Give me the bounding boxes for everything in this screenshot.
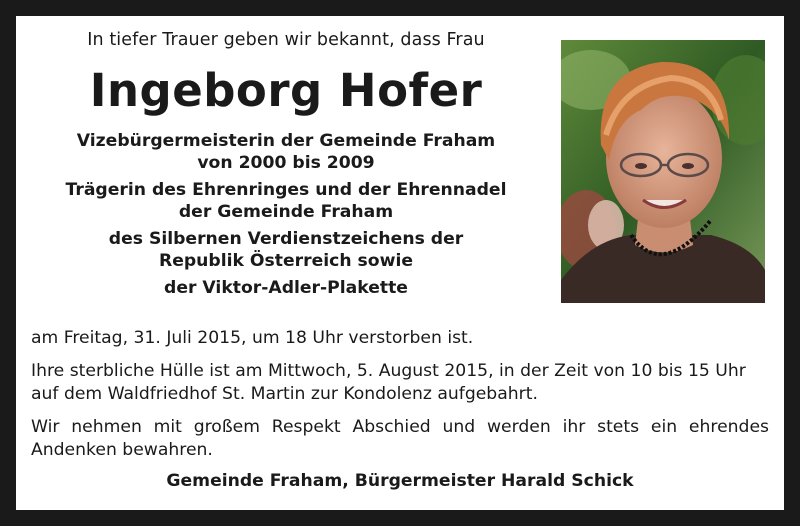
role-merit-badge — [16, 228, 556, 272]
role-plaque — [16, 277, 556, 299]
role-line: der Gemeinde Fraham — [178, 202, 394, 222]
intro-text: In tiefer Trauer geben wir bekannt, dass Frau — [87, 30, 485, 50]
farewell-paragraph — [31, 416, 769, 461]
farewell-line-1: Wir nehmen mit großem Respekt Abschied und werden ihr stets ein ehrendes — [31, 417, 769, 437]
portrait-illustration — [561, 40, 765, 303]
role-vice-mayor — [16, 130, 556, 174]
obituary-notice — [16, 16, 784, 510]
farewell-line-2: Andenken bewahren. — [31, 439, 213, 460]
death-date-line: am Freitag, 31. Juli 2015, um 18 Uhr verstorben ist. — [31, 328, 474, 348]
viewing-line-2: auf dem Waldfriedhof St. Martin zur Kondolenz aufgebahrt. — [31, 383, 538, 404]
role-line: Republik Österreich sowie — [158, 251, 414, 271]
role-line: des Silbernen Verdienstzeichens der — [108, 229, 464, 249]
viewing-paragraph — [31, 360, 769, 405]
role-honor-ring — [16, 179, 556, 223]
viewing-line-1: Ihre sterbliche Hülle ist am Mittwoch, 5. August 2015, in der Zeit von 10 bis 15 Uhr — [31, 361, 746, 381]
deceased-name: Ingeborg Hofer — [89, 64, 483, 117]
portrait-photo — [561, 40, 765, 303]
signature: Gemeinde Fraham, Bürgermeister Harald Schick — [166, 471, 634, 491]
honors-list — [16, 130, 556, 304]
death-date-paragraph — [31, 327, 769, 350]
role-line: Trägerin des Ehrenringes und der Ehrennadel — [65, 180, 507, 200]
role-line: von 2000 bis 2009 — [197, 153, 375, 173]
role-line: der Viktor-Adler-Plakette — [164, 278, 408, 298]
role-line: Vizebürgermeisterin der Gemeinde Fraham — [76, 131, 496, 151]
